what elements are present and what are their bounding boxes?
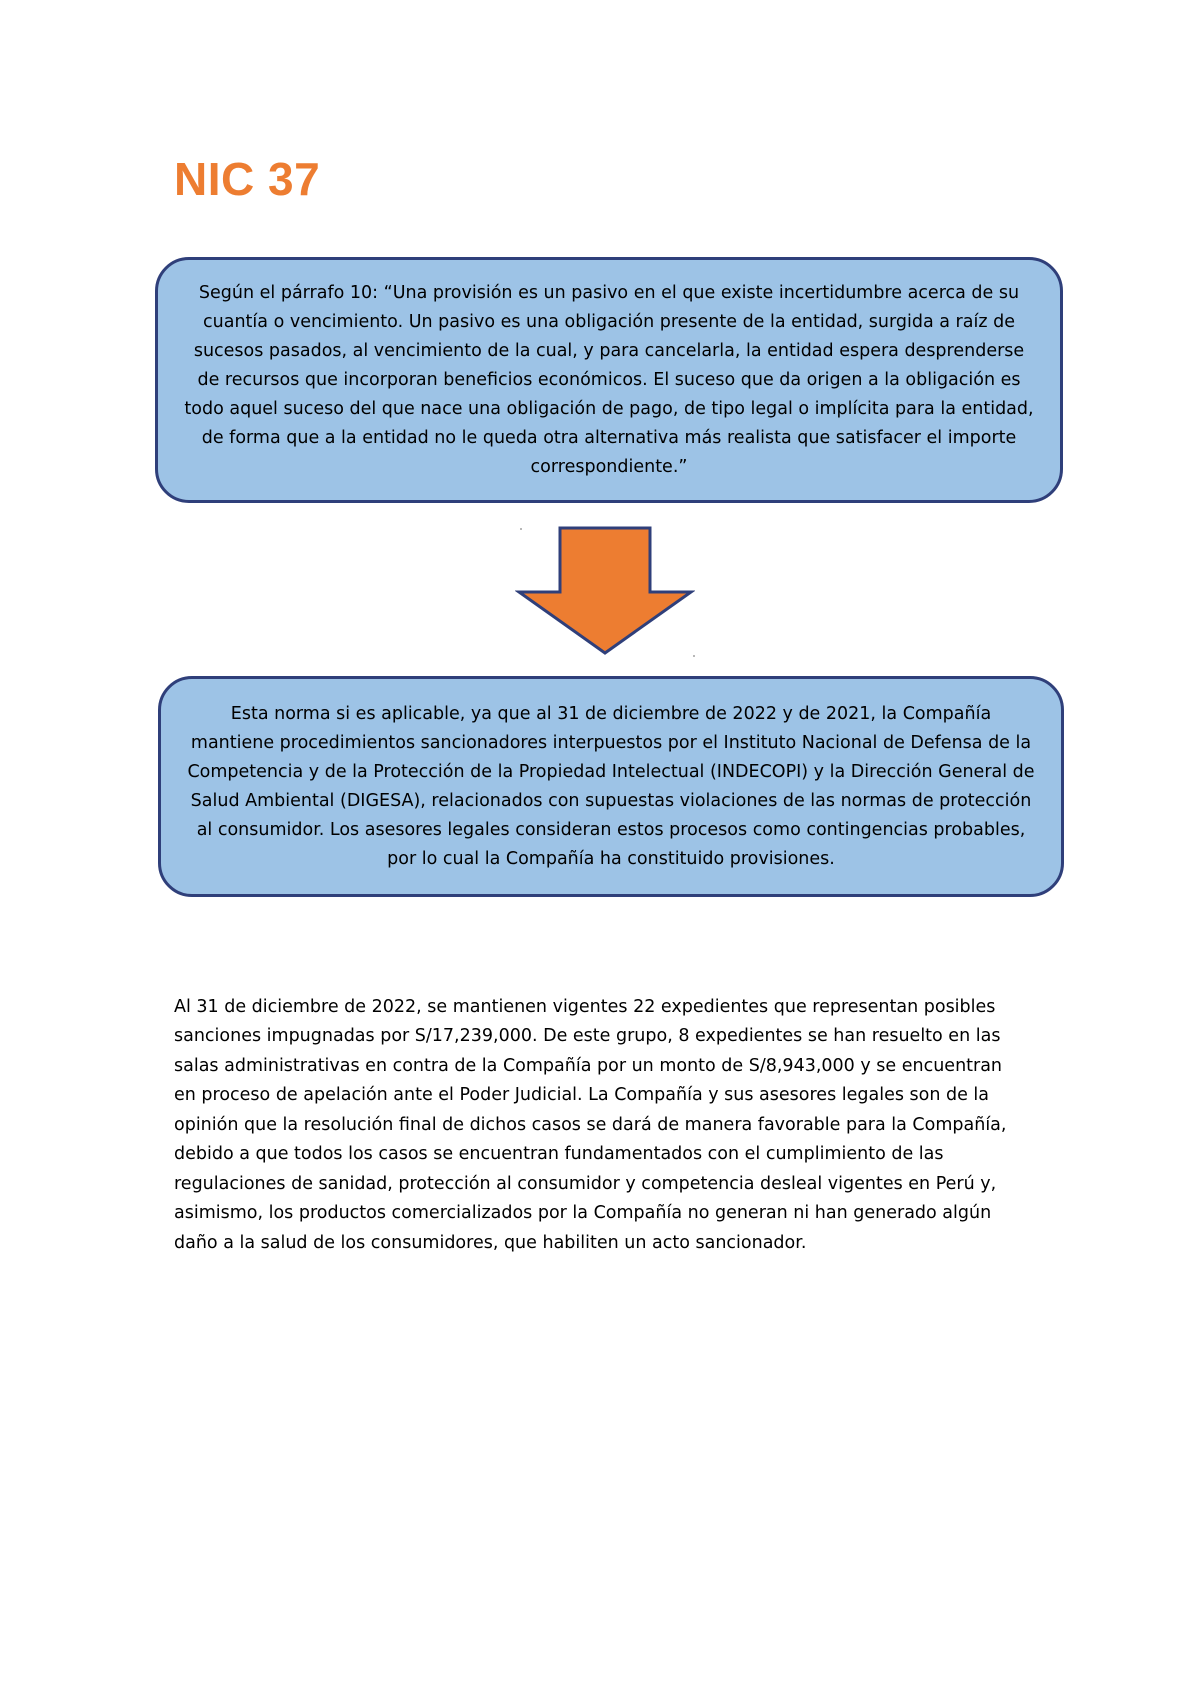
page-title: NIC 37 [174, 153, 321, 205]
stray-dot [693, 655, 695, 657]
down-arrow-shape [519, 528, 691, 653]
stray-dot [520, 528, 522, 530]
down-arrow-icon [515, 526, 695, 656]
body-paragraph: Al 31 de diciembre de 2022, se mantienen vigentes 22 expedientes que representan posibles sanciones impugnadas por S/17,239,000. De este grupo, 8 expedientes se han resuelto en las salas administrativas en contra de la Compañía por un monto de S/8,943,000 y se encuentran en proceso de apelación ante el Poder Judicial. La Compañía y sus asesores legales son de la opinión que la resolución final de dichos casos se dará de manera favorable para la Compañía, debido a que todos los casos se encuentran fundamentados con el cumplimiento de las regulaciones de sanidad, protección al consumidor y competencia desleal vigentes en Perú y, asimismo, los productos comercializados por la Compañía no generan ni han generado algún daño a la salud de los consumidores, que habiliten un acto sancionador. [174, 996, 1007, 1253]
applicability-text: Esta norma si es aplicable, ya que al 31 de diciembre de 2022 y de 2021, la Compañía mantiene procedimientos sancionadores interpuestos por el Instituto Nacional de Defensa de la Competencia y de la Protección de la Propiedad Intelectual (INDECOPI) y la Dirección General de Salud Ambiental (DIGESA), relacionados con supuestas violaciones de las normas de protección al consumidor. Los asesores legales consideran estos procesos como contingencias probables, por lo cual la Compañía ha constituido provisiones. [187, 703, 1035, 869]
definition-box [155, 257, 1063, 503]
applicability-box [158, 676, 1064, 897]
definition-text: Según el párrafo 10: “Una provisión es un pasivo en el que existe incertidumbre acerca de su cuantía o vencimiento. Un pasivo es una obligación presente de la entidad, surgida a raíz de sucesos pasados, al vencimiento de la cual, y para cancelarla, la entidad espera desprenderse de recursos que incorporan beneficios económicos. El suceso que da origen a la obligación es todo aquel suceso del que nace una obligación de pago, de tipo legal o implícita para la entidad, de forma que a la entidad no le queda otra alternativa más realista que satisfacer el importe correspondiente.” [184, 282, 1034, 477]
